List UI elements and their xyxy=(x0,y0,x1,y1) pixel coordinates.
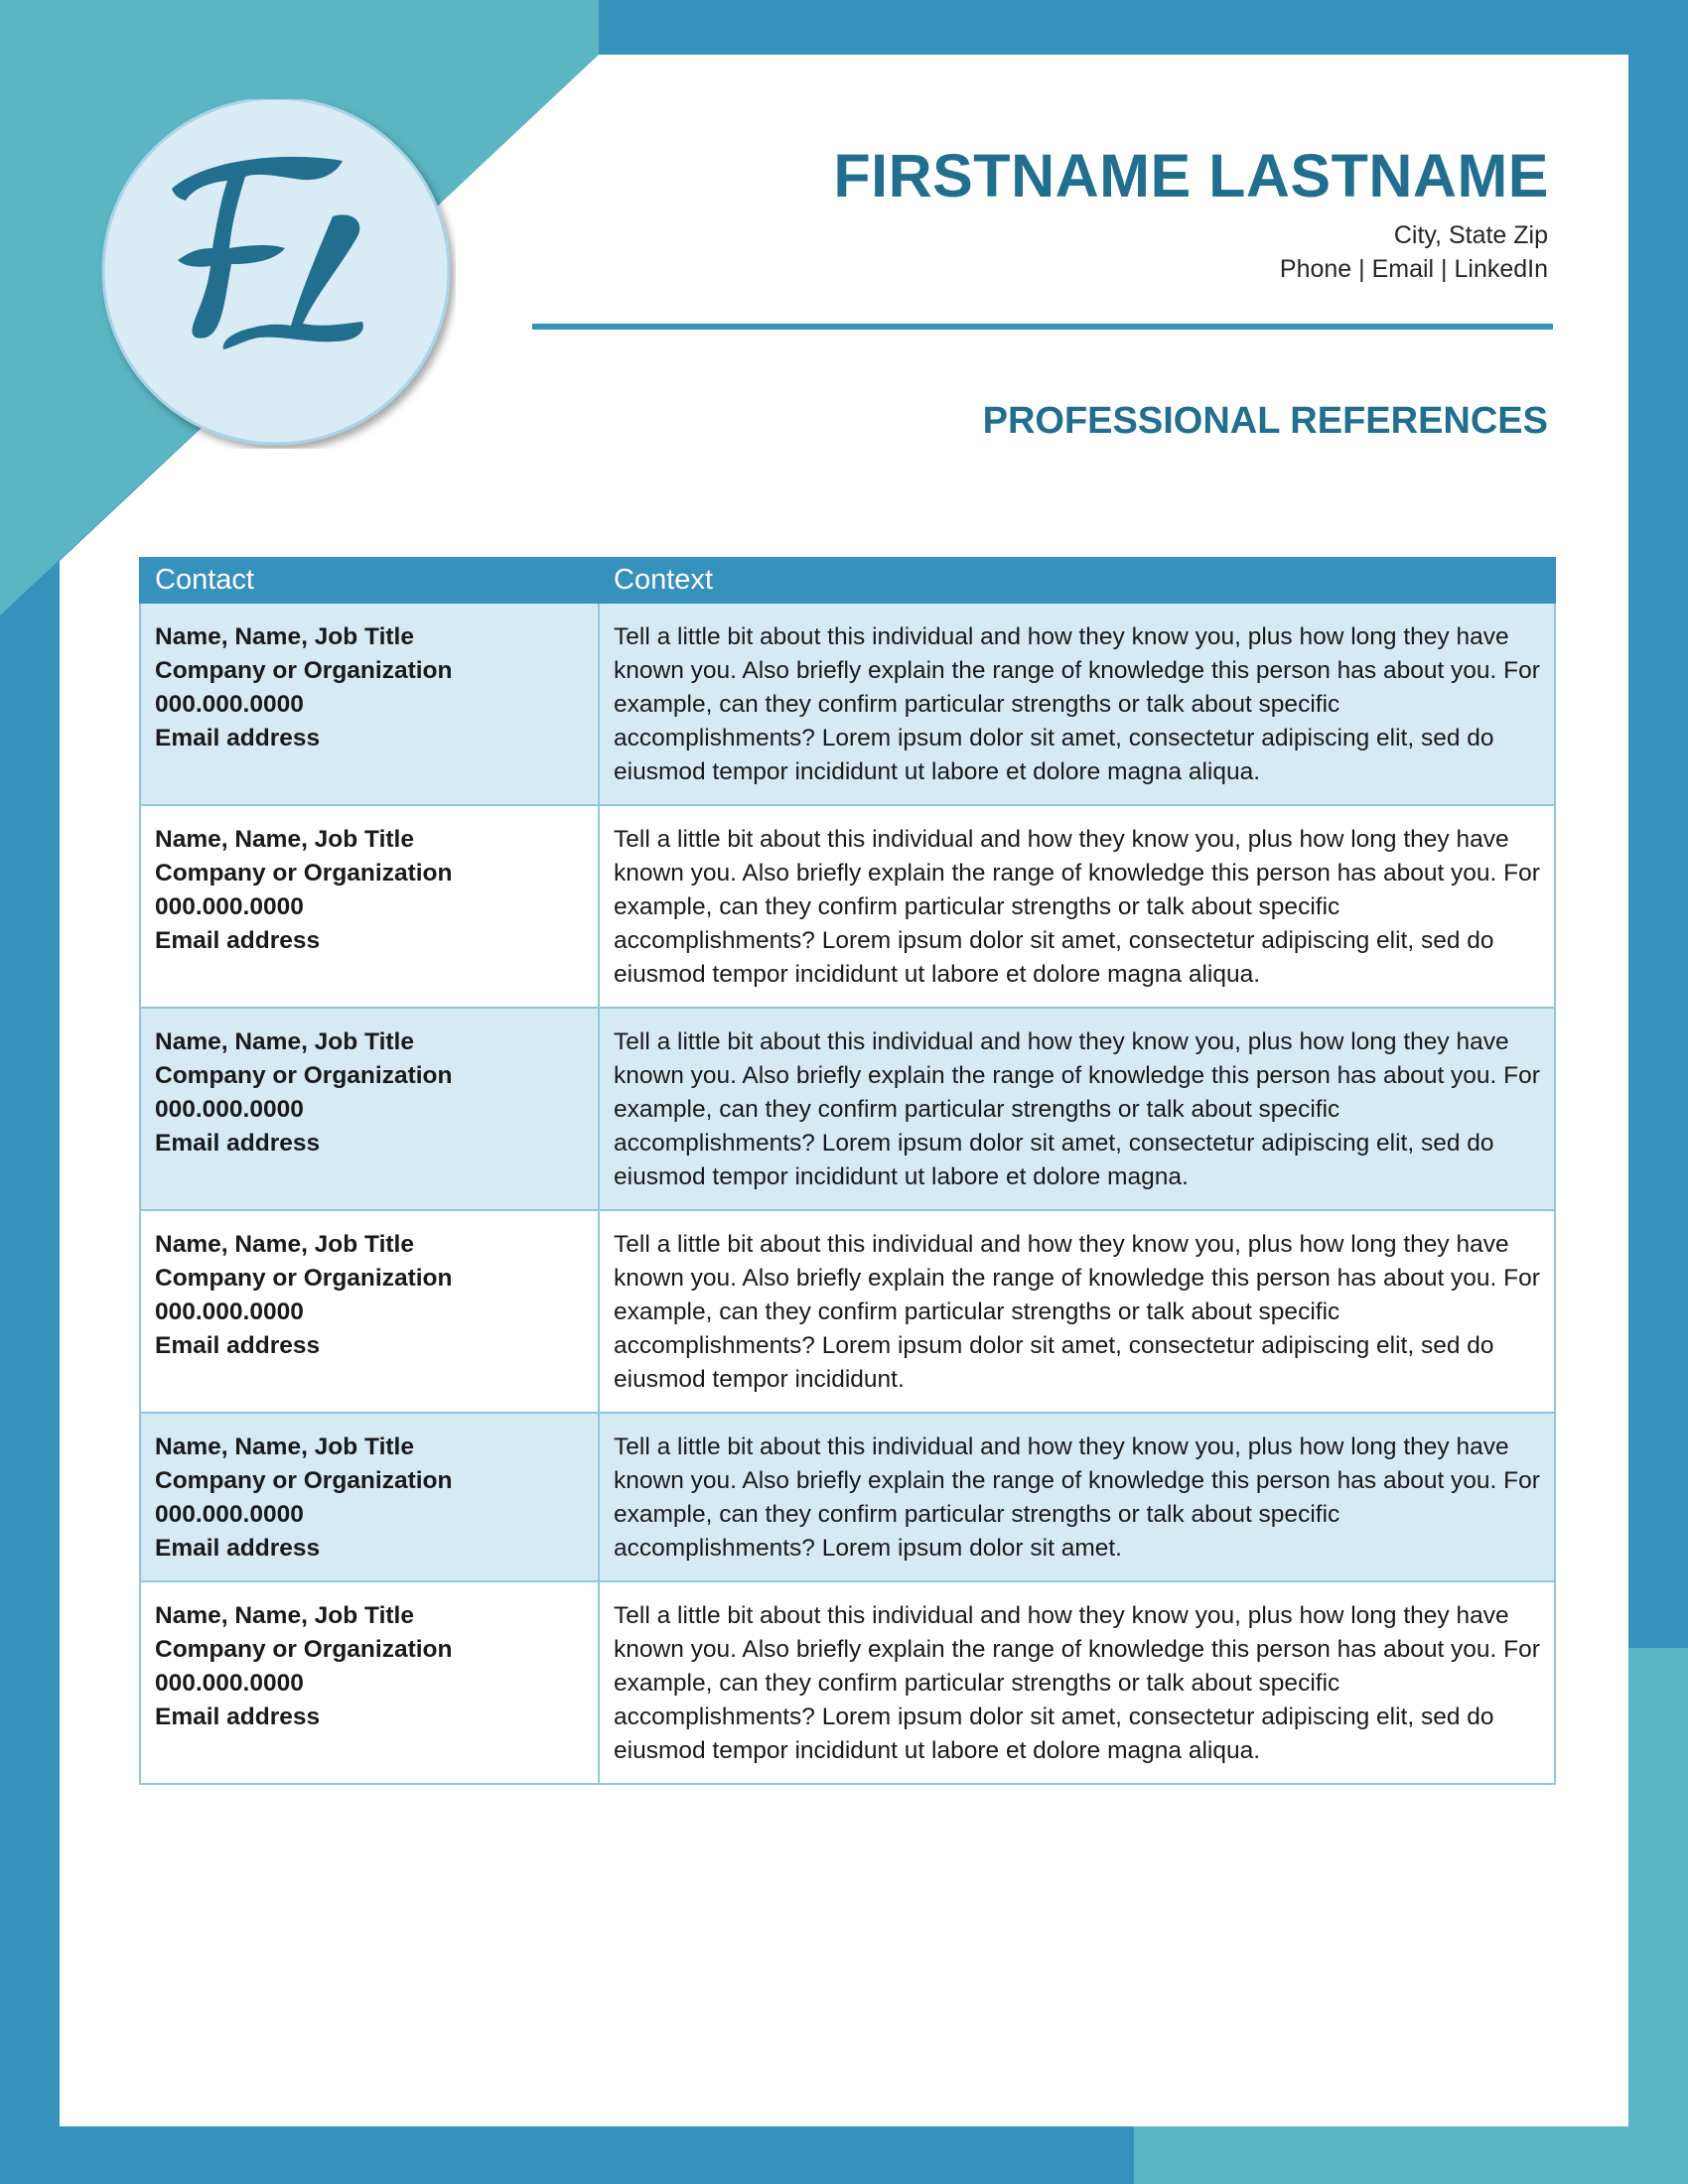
table-row xyxy=(140,1581,1555,1784)
reference-email: Email address xyxy=(155,927,321,954)
reference-email: Email address xyxy=(155,1332,321,1359)
table-header-row xyxy=(140,558,1555,603)
reference-context: Tell a little bit about this individual and how they know you, plus how long they have known you. Also briefly explain the range of knowledge this person has about you. For example, can they confirm particular strengths or talk about specific accomplishments? Lorem ipsum dolor sit amet, consectetur adipiscing elit, sed do eiusmod tempor incididunt. xyxy=(614,1231,1540,1393)
reference-name: Name, Name, Job Title xyxy=(155,1433,414,1460)
reference-email: Email address xyxy=(155,725,321,751)
reference-phone: 000.000.0000 xyxy=(155,893,304,920)
contact-cell xyxy=(140,1413,599,1581)
reference-name: Name, Name, Job Title xyxy=(155,1602,414,1629)
contact-cell xyxy=(140,1581,599,1784)
column-header-context: Context xyxy=(599,558,1555,603)
reference-email: Email address xyxy=(155,1704,321,1730)
table-row xyxy=(140,603,1555,805)
section-title: PROFESSIONAL REFERENCES xyxy=(982,400,1548,442)
context-cell xyxy=(599,1008,1555,1210)
reference-name: Name, Name, Job Title xyxy=(155,1028,414,1055)
contact-cell xyxy=(140,1008,599,1210)
table-row xyxy=(140,1413,1555,1581)
table-row xyxy=(140,1210,1555,1413)
reference-context: Tell a little bit about this individual and how they know you, plus how long they have known you. Also briefly explain the range of knowledge this person has about you. For example, can they confirm particular strengths or talk about specific accomplishments? Lorem ipsum dolor sit amet. xyxy=(614,1433,1540,1562)
context-cell xyxy=(599,603,1555,805)
monogram-logo xyxy=(96,99,456,449)
contact-line: Phone | Email | LinkedIn xyxy=(1279,255,1548,283)
reference-phone: 000.000.0000 xyxy=(155,1501,304,1528)
header-divider xyxy=(532,324,1553,330)
reference-company: Company or Organization xyxy=(155,1265,453,1292)
candidate-name: FIRSTNAME LASTNAME xyxy=(833,142,1549,209)
reference-phone: 000.000.0000 xyxy=(155,1096,304,1123)
reference-phone: 000.000.0000 xyxy=(155,1298,304,1325)
reference-phone: 000.000.0000 xyxy=(155,691,304,718)
reference-company: Company or Organization xyxy=(155,1636,453,1663)
table-row xyxy=(140,805,1555,1008)
reference-name: Name, Name, Job Title xyxy=(155,623,414,650)
context-cell xyxy=(599,805,1555,1008)
address-line: City, State Zip xyxy=(1393,221,1548,249)
references-table xyxy=(139,557,1556,1785)
contact-cell xyxy=(140,805,599,1008)
reference-email: Email address xyxy=(155,1130,321,1157)
reference-context: Tell a little bit about this individual and how they know you, plus how long they have known you. Also briefly explain the range of knowledge this person has about you. For example, can they confirm particular strengths or talk about specific accomplishments? Lorem ipsum dolor sit amet, consectetur adipiscing elit, sed do eiusmod tempor incididunt ut labore et dolore magna. xyxy=(614,1028,1540,1190)
contact-cell xyxy=(140,1210,599,1413)
reference-name: Name, Name, Job Title xyxy=(155,1231,414,1258)
column-header-contact: Contact xyxy=(140,558,599,603)
reference-company: Company or Organization xyxy=(155,1467,453,1494)
reference-phone: 000.000.0000 xyxy=(155,1670,304,1697)
reference-email: Email address xyxy=(155,1535,321,1562)
reference-company: Company or Organization xyxy=(155,657,453,684)
context-cell xyxy=(599,1581,1555,1784)
table-row xyxy=(140,1008,1555,1210)
reference-context: Tell a little bit about this individual and how they know you, plus how long they have known you. Also briefly explain the range of knowledge this person has about you. For example, can they confirm particular strengths or talk about specific accomplishments? Lorem ipsum dolor sit amet, consectetur adipiscing elit, sed do eiusmod tempor incididunt ut labore et dolore magna aliqua. xyxy=(614,826,1540,988)
reference-context: Tell a little bit about this individual and how they know you, plus how long they have known you. Also briefly explain the range of knowledge this person has about you. For example, can they confirm particular strengths or talk about specific accomplishments? Lorem ipsum dolor sit amet, consectetur adipiscing elit, sed do eiusmod tempor incididunt ut labore et dolore magna aliqua. xyxy=(614,1602,1540,1764)
context-cell xyxy=(599,1210,1555,1413)
reference-company: Company or Organization xyxy=(155,1062,453,1089)
reference-company: Company or Organization xyxy=(155,860,453,887)
reference-name: Name, Name, Job Title xyxy=(155,826,414,853)
reference-context: Tell a little bit about this individual and how they know you, plus how long they have known you. Also briefly explain the range of knowledge this person has about you. For example, can they confirm particular strengths or talk about specific accomplishments? Lorem ipsum dolor sit amet, consectetur adipiscing elit, sed do eiusmod tempor incididunt ut labore et dolore magna aliqua. xyxy=(614,623,1540,785)
contact-cell xyxy=(140,603,599,805)
context-cell xyxy=(599,1413,1555,1581)
